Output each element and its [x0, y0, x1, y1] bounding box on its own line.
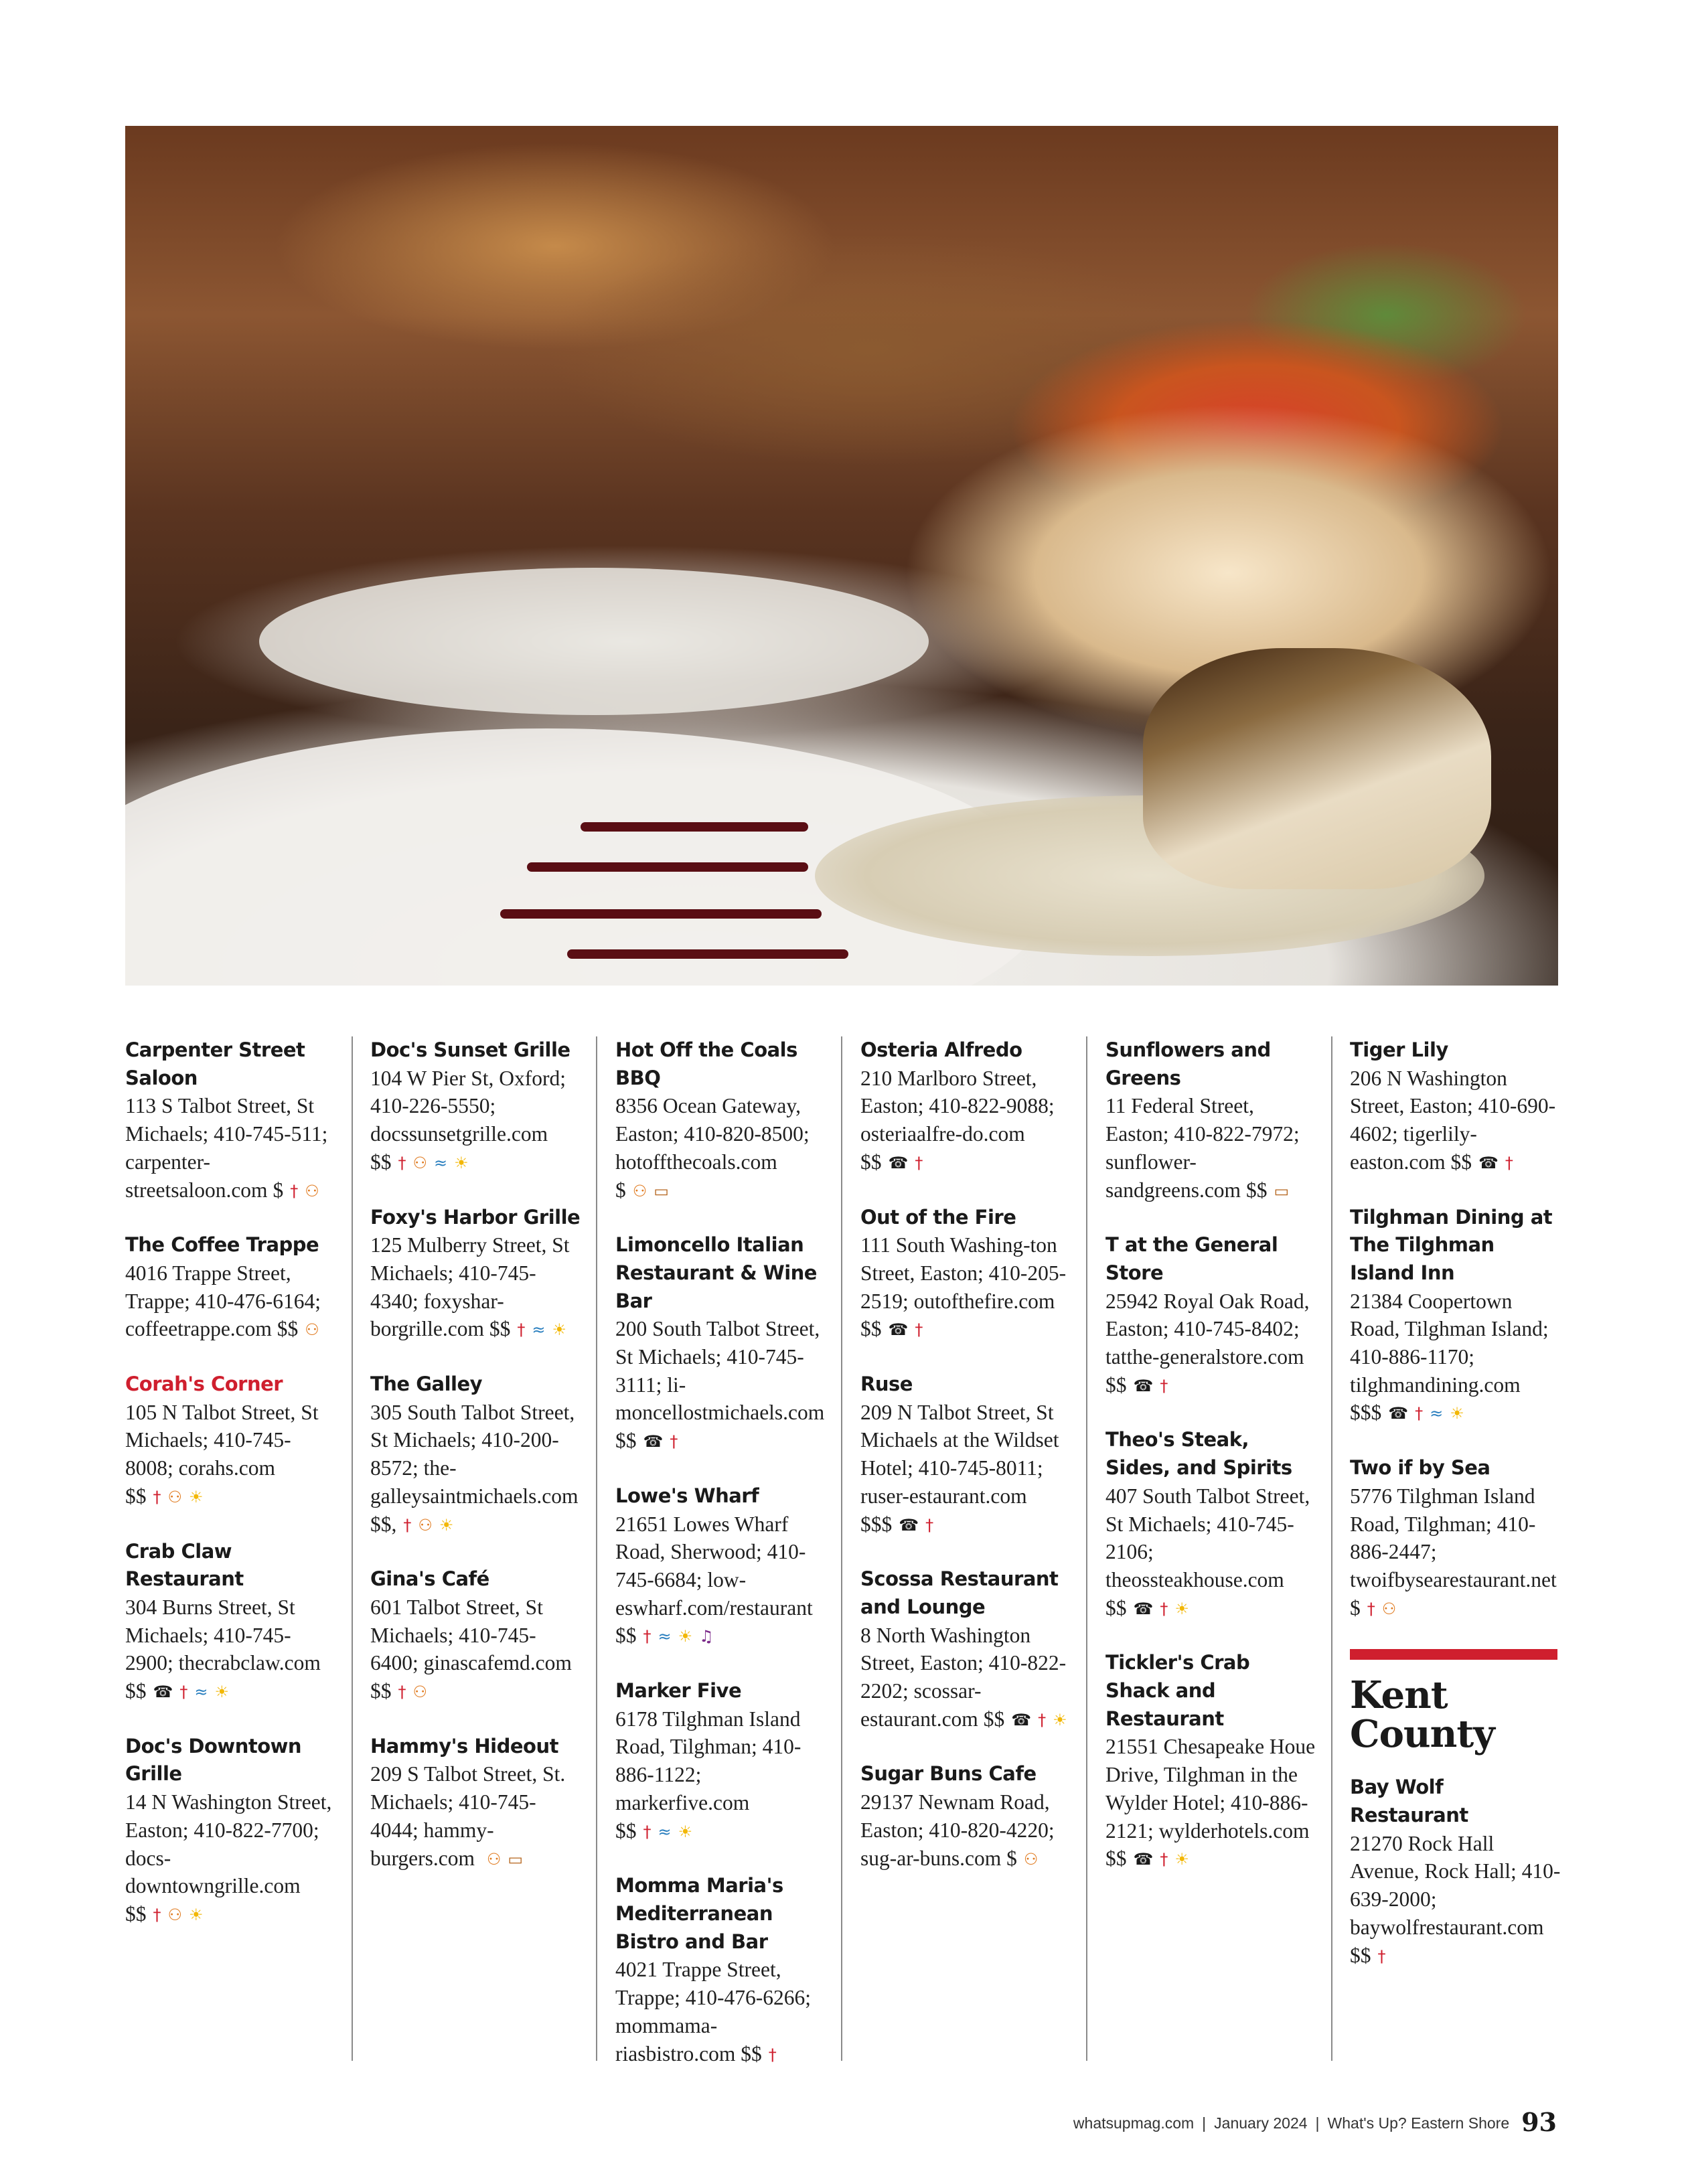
- listing-entry: [125, 1538, 338, 1705]
- amenity-icons: [984, 1707, 1067, 1731]
- water-icon: ≈: [532, 1320, 546, 1340]
- restaurant-name: Sugar Buns Cafe: [860, 1762, 1037, 1786]
- restaurant-name: T at the General Store: [1105, 1233, 1278, 1284]
- restaurant-name: Sunflowers and Greens: [1105, 1038, 1271, 1089]
- amenity-icons: [370, 1150, 469, 1174]
- listing-entry: [1350, 1454, 1563, 1622]
- address-phone-website: 21384 Coopertown Road, Tilghman Island; 410-886-1170; tilghmandining.com: [1350, 1289, 1549, 1397]
- family-icon: ⚇: [486, 1849, 502, 1869]
- restaurant-info: [860, 1788, 1073, 1872]
- address-phone-website: 125 Mulberry Street, St Michaels; 410-745-4340; foxyshar-borgrille.com: [370, 1233, 570, 1341]
- price-level: $$: [615, 1818, 637, 1843]
- listing-column-2: [370, 1036, 583, 1899]
- restaurant-name: Doc's Sunset Grille: [370, 1038, 570, 1061]
- amenity-icons: [1350, 1596, 1396, 1620]
- footer-date: January 2024: [1214, 2114, 1308, 2132]
- footer-publication: What's Up? Eastern Shore: [1327, 2114, 1510, 2132]
- wine-icon: †: [398, 1683, 406, 1702]
- listing-entry: [370, 1733, 583, 1873]
- amenity-icons: [615, 1819, 692, 1843]
- address-phone-website: 601 Talbot Street, St Michaels; 410-745-6400; ginascafemd.com: [370, 1595, 572, 1675]
- listing-entry: [125, 1036, 338, 1204]
- wine-icon: †: [643, 1627, 652, 1646]
- listing-entry: [125, 1733, 338, 1928]
- amenity-icons: [860, 1150, 923, 1174]
- footer-site[interactable]: whatsupmag.com: [1073, 2114, 1195, 2132]
- family-icon: ⚇: [1023, 1849, 1039, 1869]
- amenity-icons: [615, 1178, 669, 1202]
- amenity-icons: [125, 1679, 229, 1703]
- restaurant-info: [1105, 1092, 1318, 1204]
- phone-icon: ☎: [1388, 1404, 1409, 1423]
- family-icon: ⚇: [167, 1487, 183, 1506]
- listing-entry: [860, 1760, 1073, 1872]
- column-divider: [352, 1036, 353, 2061]
- restaurant-info: [125, 1399, 338, 1510]
- restaurant-info: [370, 1399, 583, 1539]
- amenity-icons: [741, 2042, 777, 2065]
- family-icon: ⚇: [412, 1683, 428, 1702]
- restaurant-name: Scossa Restaurant and Lounge: [860, 1567, 1059, 1618]
- listing-entry: [370, 1036, 583, 1176]
- price-level: $$: [277, 1317, 299, 1341]
- restaurant-info: [1350, 1288, 1563, 1427]
- plate-background: [259, 568, 929, 715]
- amenity-icons: [370, 1512, 453, 1536]
- restaurant-info: [860, 1231, 1073, 1343]
- seared-fish: [1143, 648, 1491, 889]
- listing-entry: [615, 1036, 828, 1204]
- restaurant-name: Two if by Sea: [1350, 1456, 1490, 1480]
- address-phone-website: 8 North Washington Street, Easton; 410-822-2202; scossar-estaurant.com: [860, 1623, 1067, 1731]
- address-phone-website: 21651 Lowes Wharf Road, Sherwood; 410-745-6684; low-eswharf.com/restaurant: [615, 1512, 813, 1620]
- column-divider: [841, 1036, 842, 2061]
- restaurant-name: Tiger Lily: [1350, 1038, 1448, 1061]
- address-phone-website: 14 N Washington Street, Easton; 410-822-7700; docs-downtowngrille.com: [125, 1790, 332, 1898]
- wine-icon: †: [1160, 1376, 1168, 1395]
- address-phone-website: 113 S Talbot Street, St Michaels; 410-745-511; carpenter-streetsaloon.com: [125, 1094, 328, 1202]
- wine-icon: †: [925, 1515, 934, 1535]
- address-phone-website: 4016 Trappe Street, Trappe; 410-476-6164; coffeetrappe.com: [125, 1261, 321, 1341]
- restaurant-info: [125, 1092, 338, 1204]
- restaurant-info: [615, 1315, 828, 1455]
- price-level: $$: [125, 1679, 147, 1703]
- price-level: $$$: [860, 1512, 893, 1536]
- address-phone-website: 209 S Talbot Street, St. Michaels; 410-745-4044; hammy-burgers.com: [370, 1762, 566, 1870]
- phone-icon: ☎: [1133, 1376, 1154, 1395]
- address-phone-website: 4021 Trappe Street, Trappe; 410-476-6266; mommama-riasbistro.com: [615, 1958, 811, 2065]
- sun-icon: ☀: [439, 1515, 454, 1535]
- section-heading: Kent County: [1350, 1673, 1495, 1757]
- food-photo: [125, 126, 1558, 986]
- restaurant-name: Corah's Corner: [125, 1373, 283, 1396]
- listing-entry: [125, 1231, 338, 1343]
- amenity-icons: [615, 1429, 678, 1452]
- amenity-icons: [1246, 1178, 1289, 1202]
- amenity-icons: [1450, 1150, 1513, 1174]
- sun-icon: ☀: [214, 1683, 230, 1702]
- wine-icon: †: [1505, 1153, 1513, 1172]
- price-level: $: [1006, 1846, 1017, 1870]
- address-phone-website: 407 South Talbot Street, St Michaels; 410-745-2106; theossteakhouse.com: [1105, 1484, 1310, 1591]
- phone-icon: ☎: [1478, 1153, 1499, 1172]
- restaurant-info: [860, 1065, 1073, 1176]
- burger-icon: ▭: [1274, 1181, 1290, 1200]
- price-level: $$: [125, 1901, 147, 1926]
- wine-icon: †: [1160, 1850, 1168, 1869]
- sun-icon: ☀: [678, 1627, 693, 1646]
- restaurant-name: Marker Five: [615, 1679, 742, 1703]
- amenity-icons: [860, 1317, 923, 1340]
- restaurant-info: [860, 1622, 1073, 1733]
- phone-icon: ☎: [1133, 1850, 1154, 1869]
- restaurant-info: [1350, 1482, 1563, 1622]
- restaurant-name: Tickler's Crab Shack and Restaurant: [1105, 1651, 1250, 1730]
- water-icon: ≈: [658, 1822, 672, 1841]
- price-level: $$: [370, 1679, 392, 1703]
- sun-icon: ☀: [1053, 1710, 1067, 1729]
- price-level: $: [1350, 1595, 1361, 1620]
- restaurant-info: [125, 1259, 338, 1343]
- price-level: $$: [1105, 1373, 1127, 1397]
- wine-icon: †: [290, 1181, 299, 1200]
- sauce-stroke: [500, 909, 822, 919]
- water-icon: ≈: [658, 1627, 672, 1646]
- price-level: $$: [860, 1150, 882, 1174]
- wine-icon: †: [1367, 1599, 1375, 1618]
- sun-icon: ☀: [1174, 1850, 1189, 1869]
- sauce-stroke: [527, 862, 808, 872]
- water-icon: ≈: [1430, 1404, 1444, 1423]
- price-level: $$: [1450, 1150, 1472, 1174]
- amenity-icons: [125, 1902, 204, 1926]
- family-icon: ⚇: [167, 1905, 183, 1924]
- music-icon: ♫: [699, 1627, 714, 1646]
- address-phone-website: 210 Marlboro Street, Easton; 410-822-9088; osteriaalfre-do.com: [860, 1066, 1055, 1146]
- restaurant-info: [370, 1760, 583, 1872]
- restaurant-name: Hot Off the Coals BBQ: [615, 1038, 797, 1089]
- listing-entry: [370, 1565, 583, 1705]
- phone-icon: ☎: [888, 1320, 909, 1340]
- sun-icon: ☀: [678, 1822, 693, 1841]
- restaurant-info: [125, 1593, 338, 1705]
- sun-icon: ☀: [189, 1487, 204, 1506]
- water-icon: ≈: [434, 1153, 448, 1172]
- amenity-icons: [1105, 1596, 1189, 1620]
- listing-entry: [1105, 1036, 1318, 1204]
- address-phone-website: 111 South Washing-ton Street, Easton; 410-205-2519; outofthefire.com: [860, 1233, 1067, 1313]
- restaurant-name: Carpenter Street Saloon: [125, 1038, 305, 1089]
- restaurant-name: Crab Claw Restaurant: [125, 1539, 244, 1591]
- sun-icon: ☀: [454, 1153, 469, 1172]
- price-level: $$: [1350, 1943, 1371, 1967]
- restaurant-name: Momma Maria's Mediterranean Bistro and Bar: [615, 1874, 783, 1953]
- family-icon: ⚇: [305, 1320, 319, 1340]
- listing-entry: [1350, 1774, 1563, 1969]
- wine-icon: †: [153, 1905, 161, 1924]
- water-icon: ≈: [194, 1683, 208, 1702]
- listing-entry: [860, 1371, 1073, 1538]
- listing-entry: [615, 1872, 828, 2068]
- column-divider: [1331, 1036, 1332, 2061]
- restaurant-info: [370, 1593, 583, 1705]
- price-level: $$: [370, 1150, 392, 1174]
- burger-icon: ▭: [508, 1849, 524, 1869]
- address-phone-website: 304 Burns Street, St Michaels; 410-745-2900; thecrabclaw.com: [125, 1595, 321, 1675]
- listing-entry: [615, 1677, 828, 1845]
- phone-icon: ☎: [1011, 1710, 1032, 1729]
- wine-icon: †: [670, 1432, 678, 1452]
- restaurant-name: The Galley: [370, 1373, 483, 1396]
- wine-icon: †: [643, 1822, 652, 1841]
- listing-entry: [370, 1204, 583, 1344]
- address-phone-website: 29137 Newnam Road, Easton; 410-820-4220; sug-ar-buns.com: [860, 1790, 1055, 1870]
- restaurant-name: Lowe's Wharf: [615, 1484, 759, 1507]
- address-phone-website: 25942 Royal Oak Road, Easton; 410-745-8402; tatthe-generalstore.com: [1105, 1289, 1310, 1369]
- listing-entry: [125, 1371, 338, 1510]
- restaurant-info: [1350, 1065, 1563, 1176]
- restaurant-name: Ruse: [860, 1373, 913, 1396]
- family-icon: ⚇: [412, 1153, 428, 1172]
- price-level: $$: [489, 1317, 511, 1341]
- price-level: $$: [1105, 1595, 1127, 1620]
- wine-icon: †: [768, 2045, 777, 2064]
- listing-entry: [1105, 1426, 1318, 1622]
- amenity-icons: [277, 1317, 319, 1340]
- column-divider: [1086, 1036, 1087, 2061]
- address-phone-website: 21551 Chesapeake Houe Drive, Tilghman in the Wylder Hotel; 410-886-2121; wylderhotels.com: [1105, 1735, 1316, 1843]
- phone-icon: ☎: [153, 1683, 173, 1702]
- price-level: $$$: [1350, 1401, 1382, 1425]
- listing-column-3: [615, 1036, 828, 2095]
- address-phone-website: 209 N Talbot Street, St Michaels at the Wildset Hotel; 410-745-8011; ruser-estaurant.com: [860, 1400, 1059, 1508]
- restaurant-info: [1350, 1830, 1563, 1970]
- price-level: $$: [1105, 1847, 1127, 1871]
- page-number: 93: [1521, 2107, 1557, 2137]
- amenity-icons: [860, 1512, 933, 1536]
- restaurant-name: Out of the Fire: [860, 1205, 1016, 1229]
- amenity-icons: [1006, 1847, 1038, 1870]
- amenity-icons: [1105, 1373, 1168, 1397]
- footer-separator: |: [1315, 2114, 1320, 2132]
- restaurant-info: [615, 1092, 828, 1204]
- phone-icon: ☎: [899, 1515, 919, 1535]
- price-level: $$: [615, 1429, 637, 1453]
- sauce-stroke: [567, 949, 848, 959]
- price-level: $$: [1245, 1178, 1268, 1202]
- amenity-icons: [1350, 1401, 1464, 1424]
- restaurant-info: [1105, 1288, 1318, 1399]
- listing-column-6: [1350, 1036, 1563, 1997]
- wine-icon: †: [153, 1487, 161, 1506]
- address-phone-website: 206 N Washington Street, Easton; 410-690-4602; tigerlily-easton.com: [1350, 1066, 1556, 1174]
- address-phone-website: 5776 Tilghman Island Road, Tilghman; 410-886-2447; twoifbysearestaurant.net: [1350, 1484, 1557, 1591]
- wine-icon: †: [1038, 1710, 1047, 1729]
- sauce-stroke: [581, 822, 808, 832]
- listing-entry: [860, 1204, 1073, 1344]
- listing-entry: [370, 1371, 583, 1538]
- amenity-icons: [480, 1847, 523, 1870]
- amenity-icons: [1350, 1944, 1386, 1967]
- amenity-icons: [370, 1679, 427, 1703]
- family-icon: ⚇: [305, 1181, 319, 1200]
- address-phone-website: 6178 Tilghman Island Road, Tilghman; 410-886-1122; markerfive.com: [615, 1707, 801, 1814]
- listing-entry: [1350, 1036, 1563, 1176]
- restaurant-name: Osteria Alfredo: [860, 1038, 1022, 1061]
- amenity-icons: [125, 1484, 204, 1508]
- address-phone-website: 200 South Talbot Street, St Michaels; 410-745-3111; li-moncellostmichaels.com: [615, 1317, 825, 1425]
- price-level: $$,: [370, 1512, 397, 1536]
- wine-icon: †: [1377, 1946, 1386, 1966]
- amenity-icons: [273, 1178, 319, 1202]
- restaurant-info: [615, 1510, 828, 1650]
- listing-entry: [615, 1231, 828, 1455]
- family-icon: ⚇: [632, 1181, 647, 1200]
- address-phone-website: 104 W Pier St, Oxford; 410-226-5550; docssunsetgrille.com: [370, 1066, 566, 1146]
- amenity-icons: [489, 1317, 566, 1340]
- restaurant-info: [1105, 1733, 1318, 1873]
- restaurant-name: The Coffee Trappe: [125, 1233, 319, 1257]
- family-icon: ⚇: [418, 1515, 433, 1535]
- restaurant-name: Tilghman Dining at The Tilghman Island Inn: [1350, 1205, 1553, 1284]
- restaurant-info: [370, 1065, 583, 1176]
- wine-icon: †: [915, 1320, 923, 1340]
- listing-entry: [860, 1565, 1073, 1733]
- listing-column-4: [860, 1036, 1073, 1899]
- address-phone-website: 11 Federal Street, Easton; 410-822-7972; sunflower-sandgreens.com: [1105, 1094, 1300, 1202]
- wine-icon: †: [915, 1153, 923, 1172]
- wine-icon: †: [1160, 1599, 1168, 1618]
- restaurant-name: Doc's Downtown Grille: [125, 1734, 302, 1786]
- restaurant-name: Limoncello Italian Restaurant & Wine Bar: [615, 1233, 817, 1312]
- listing-entry: [615, 1482, 828, 1650]
- column-divider: [596, 1036, 597, 2061]
- sun-icon: ☀: [189, 1905, 204, 1924]
- wine-icon: †: [1415, 1404, 1424, 1423]
- restaurant-name: Bay Wolf Restaurant: [1350, 1776, 1468, 1827]
- price-level: $$: [860, 1317, 882, 1341]
- wine-icon: †: [403, 1515, 412, 1535]
- price-level: $: [615, 1178, 626, 1202]
- sun-icon: ☀: [552, 1320, 567, 1340]
- wine-icon: †: [517, 1320, 526, 1340]
- wine-icon: †: [398, 1153, 406, 1172]
- restaurant-info: [615, 1705, 828, 1845]
- phone-icon: ☎: [888, 1153, 909, 1172]
- phone-icon: ☎: [1133, 1599, 1154, 1618]
- sun-icon: ☀: [1174, 1599, 1189, 1618]
- amenity-icons: [615, 1624, 714, 1647]
- wine-icon: †: [179, 1683, 188, 1702]
- address-phone-website: 8356 Ocean Gateway, Easton; 410-820-8500; hotoffthecoals.com: [615, 1094, 810, 1174]
- restaurant-name: Foxy's Harbor Grille: [370, 1205, 581, 1229]
- listing-column-5: [1105, 1036, 1318, 1900]
- price-level: $$: [615, 1624, 637, 1648]
- listing-column-1: [125, 1036, 338, 1956]
- listing-entry: [1105, 1231, 1318, 1399]
- restaurant-info: [125, 1788, 338, 1928]
- restaurant-info: [615, 1956, 828, 2068]
- listing-entry: [1350, 1204, 1563, 1427]
- restaurant-info: [860, 1399, 1073, 1539]
- restaurant-name: Theo's Steak, Sides, and Spirits: [1105, 1428, 1292, 1480]
- price-level: $$: [741, 2041, 762, 2065]
- phone-icon: ☎: [643, 1432, 664, 1452]
- amenity-icons: [1105, 1847, 1189, 1870]
- listing-entry: [860, 1036, 1073, 1176]
- price-level: $$: [125, 1484, 147, 1508]
- restaurant-info: [370, 1231, 583, 1343]
- price-level: $: [273, 1178, 284, 1202]
- address-phone-website: 305 South Talbot Street, St Michaels; 410-200-8572; the-galleysaintmichaels.com: [370, 1400, 579, 1508]
- restaurant-name: Hammy's Hideout: [370, 1734, 558, 1758]
- price-level: $$: [983, 1707, 1005, 1731]
- footer-separator: |: [1202, 2114, 1207, 2132]
- page-footer: [1073, 2107, 1557, 2137]
- listing-entry: [1105, 1649, 1318, 1873]
- family-icon: ⚇: [1381, 1599, 1397, 1618]
- burger-icon: ▭: [654, 1181, 669, 1200]
- restaurant-info: [1105, 1482, 1318, 1622]
- restaurant-name: Gina's Café: [370, 1567, 489, 1591]
- address-phone-website: 105 N Talbot Street, St Michaels; 410-745-8008; corahs.com: [125, 1400, 319, 1480]
- address-phone-website: 21270 Rock Hall Avenue, Rock Hall; 410-639-2000; baywolfrestaurant.com: [1350, 1831, 1561, 1939]
- sun-icon: ☀: [1450, 1404, 1464, 1423]
- section-divider-bar: [1350, 1649, 1557, 1660]
